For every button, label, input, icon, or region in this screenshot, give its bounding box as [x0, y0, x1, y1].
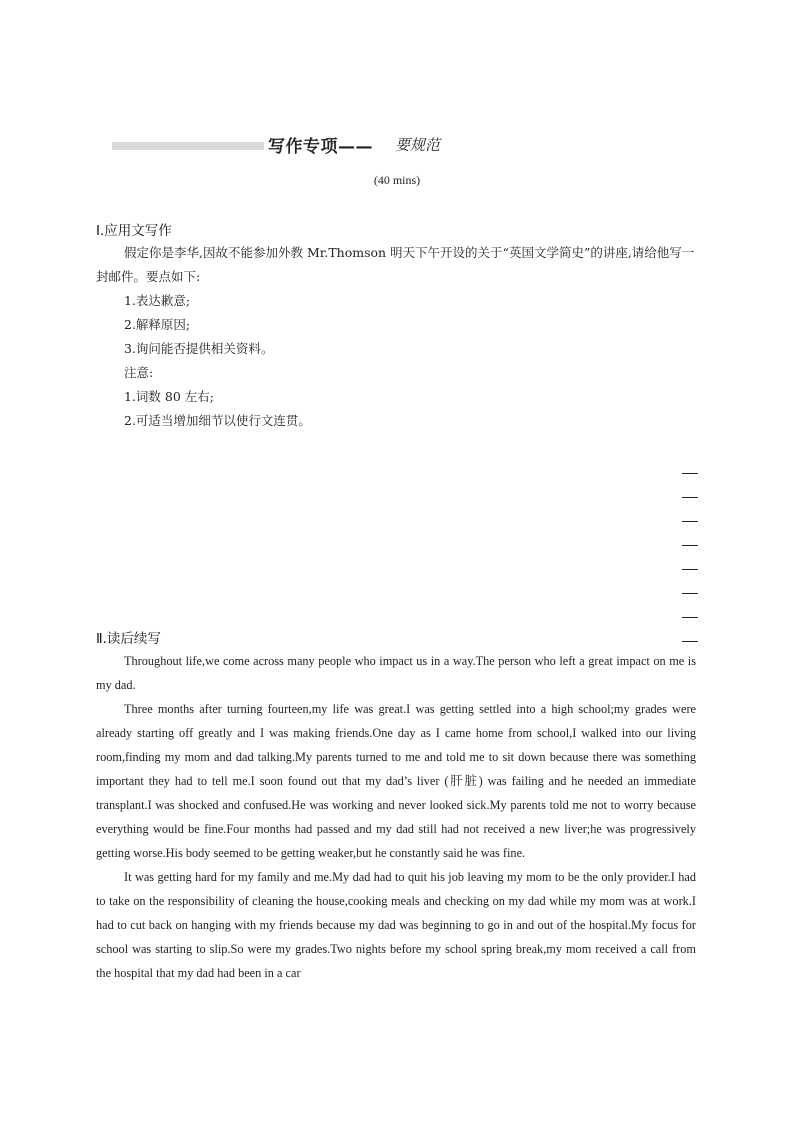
- answer-lines: [682, 450, 698, 642]
- page-subtitle: 要规范: [395, 136, 441, 154]
- answer-line: [682, 570, 698, 594]
- passage-paragraph: It was getting hard for my family and me.My dad had to quit his job leaving my mom to be the only provider.I had to take on the responsibility of cleaning the house,cooking meals and checking on my dad while my mom was at work.I had to cut back on hanging with my friends because my dad was beginning to go in and out of the hospital.My focus for school was starting to slip.So were my grades.Two nights before my school spring break,my mom received a call from the hospital that my dad had been in a car: [96, 870, 696, 980]
- section-heading-continuation-writing: Ⅱ.读后续写: [96, 631, 161, 647]
- requirement-point: 2.解释原因;: [124, 317, 191, 332]
- answer-line: [682, 546, 698, 570]
- requirement-point: 1.表达歉意;: [124, 293, 191, 308]
- answer-line: [682, 594, 698, 618]
- writing-prompt: 假定你是李华,因故不能参加外教 Mr.Thomson 明天下午开设的关于“英国文学简史”的讲座,请给他写一封邮件。要点如下:: [96, 245, 695, 284]
- answer-line: [682, 498, 698, 522]
- note-item: 1.词数 80 左右;: [124, 389, 214, 404]
- requirement-point: 3.询问能否提供相关资料。: [124, 341, 274, 356]
- title-decoration-bar: [112, 142, 264, 150]
- note-item: 2.可适当增加细节以使行文连贯。: [124, 413, 311, 428]
- passage-paragraph: Three months after turning fourteen,my life was great.I was getting settled into a high school;my grades were already starting off greatly and I was making friends.One day as I came home from school,I walked into our living room,finding my mom and dad talking.My parents turned to me and told me to sit down because there was something important they had to tell me.I soon found out that my dad’s liver (肝脏) was failing and he needed an immediate transplant.I was shocked and confused.He was working and never looked sick.My parents told me not to worry because everything would be fine.Four months had passed and my dad still had not received a new liver;he was progressively getting worse.His body seemed to be getting weaker,but he constantly said he was fine.: [96, 702, 696, 860]
- title-row: [112, 132, 572, 158]
- section-heading-applied-writing: Ⅰ.应用文写作: [96, 223, 172, 239]
- passage-paragraph: Throughout life,we come across many people who impact us in a way.The person who left a great impact on me is my dad.: [96, 654, 696, 692]
- answer-line: [682, 474, 698, 498]
- note-label: 注意:: [124, 365, 154, 380]
- time-limit: (40 mins): [373, 173, 421, 187]
- reading-passage: [96, 649, 696, 985]
- answer-line: [682, 618, 698, 642]
- answer-line: [682, 450, 698, 474]
- page-title: 写作专项——: [268, 137, 373, 157]
- answer-line: [682, 522, 698, 546]
